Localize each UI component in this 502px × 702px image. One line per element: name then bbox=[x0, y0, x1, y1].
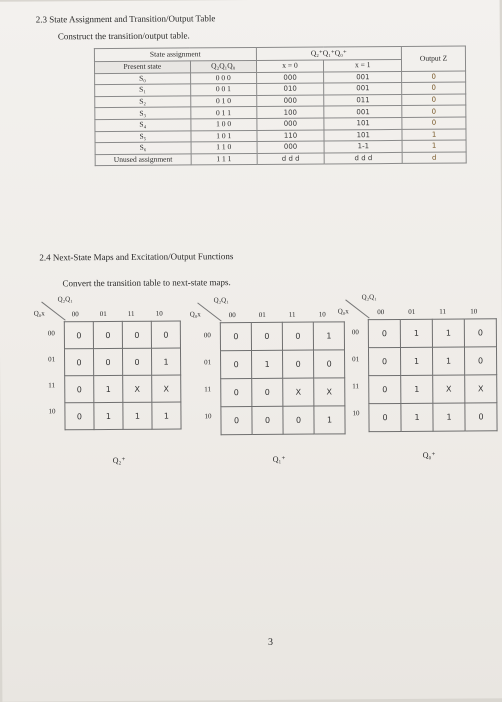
next-x0: 110 bbox=[257, 130, 325, 142]
transition-output-table bbox=[94, 45, 467, 166]
kmap-cell: 0 bbox=[65, 376, 94, 403]
next-x0: 000 bbox=[257, 141, 325, 153]
next-x1: 001 bbox=[324, 71, 402, 83]
kmap-cell: 0 bbox=[64, 322, 93, 349]
kmap-cell: 0 bbox=[122, 321, 151, 348]
state-name: Unused assignment bbox=[95, 154, 191, 166]
kmap-cell: 0 bbox=[464, 319, 496, 347]
kmap-row bbox=[64, 348, 180, 376]
next-x1: 101 bbox=[324, 129, 402, 141]
kmap-corner-divider bbox=[197, 302, 221, 321]
kmap-row bbox=[64, 321, 180, 349]
kmap-cell: 0 bbox=[65, 403, 94, 430]
kmap-col-header: 01 bbox=[99, 310, 107, 319]
kmap-cell: 1 bbox=[152, 402, 181, 429]
kmap-cell: 1 bbox=[432, 319, 464, 347]
kmap-cell: 1 bbox=[432, 347, 464, 375]
kmap-cell: 1 bbox=[151, 348, 180, 375]
kmap-cell: 0 bbox=[464, 347, 496, 375]
kmap-row-header: 01 bbox=[352, 354, 360, 363]
kmap-cell: 1 bbox=[400, 319, 432, 347]
kmap-row-var-label: Q₀x bbox=[33, 309, 45, 318]
kmap-cell: X bbox=[123, 375, 152, 402]
kmap-row-header: 10 bbox=[352, 408, 360, 417]
output-z: 0 bbox=[402, 94, 466, 106]
kmap-row-header: 10 bbox=[48, 407, 56, 416]
next-x1: d d d bbox=[325, 152, 403, 164]
kmap-cell: 1 bbox=[123, 402, 152, 429]
table-row bbox=[95, 152, 466, 166]
kmap-row bbox=[221, 378, 345, 407]
kmap-col-header: 01 bbox=[258, 310, 266, 319]
state-code: 0 0 1 bbox=[190, 84, 256, 96]
next-x1: 001 bbox=[324, 106, 402, 118]
kmap-row-header: 00 bbox=[203, 330, 211, 339]
kmap-col-header: 11 bbox=[439, 307, 447, 316]
next-x0: 000 bbox=[256, 95, 324, 107]
kmap-cell: 0 bbox=[314, 350, 345, 378]
kmap-cell: 1 bbox=[94, 375, 123, 402]
kmap-grid bbox=[368, 318, 498, 432]
kmap-q0-next bbox=[338, 288, 499, 469]
col-x0: x = 0 bbox=[256, 60, 324, 72]
kmap-corner-divider bbox=[41, 302, 65, 321]
kmap-cell: 1 bbox=[400, 347, 432, 375]
state-code: 1 0 1 bbox=[191, 130, 257, 142]
state-name: S₂ bbox=[95, 96, 191, 108]
kmap-row bbox=[369, 403, 497, 432]
kmap-row bbox=[65, 402, 181, 430]
kmap-grid bbox=[220, 321, 346, 435]
state-name: S₅ bbox=[95, 130, 191, 142]
kmap-row bbox=[221, 350, 345, 379]
kmap-cell: 1 bbox=[94, 402, 123, 429]
next-x1: 1-1 bbox=[324, 141, 402, 153]
next-x0: d d d bbox=[257, 153, 325, 165]
kmap-cell: X bbox=[465, 375, 497, 403]
kmap-cell: 0 bbox=[93, 321, 122, 348]
kmap-col-header: 10 bbox=[470, 307, 478, 316]
col-state-code: Q₂Q₁Q₀ bbox=[190, 60, 256, 72]
next-x1: 101 bbox=[324, 117, 402, 129]
kmap-cell: 0 bbox=[151, 321, 180, 348]
state-name: S₄ bbox=[95, 119, 191, 131]
state-code: 0 0 0 bbox=[190, 72, 256, 84]
kmap-cell: 1 bbox=[314, 406, 345, 434]
kmap-cell: 0 bbox=[221, 350, 252, 378]
kmap-row-header: 11 bbox=[204, 384, 212, 393]
kmap-col-header: 10 bbox=[318, 310, 326, 319]
kmap-cell: 0 bbox=[368, 319, 400, 347]
kmap-cell: 0 bbox=[220, 322, 251, 350]
output-z: 0 bbox=[402, 82, 466, 94]
next-x0: 000 bbox=[256, 72, 324, 84]
kmap-cell: 0 bbox=[369, 375, 401, 403]
kmap-cell: 0 bbox=[93, 348, 122, 375]
kmap-row-header: 00 bbox=[47, 329, 55, 338]
state-code: 1 1 0 bbox=[191, 142, 257, 154]
next-x1: 001 bbox=[324, 83, 402, 95]
kmap-col-header: 00 bbox=[71, 310, 79, 319]
kmap-cell: 1 bbox=[313, 322, 344, 350]
kmap-row bbox=[369, 375, 497, 404]
kmap-row-var-label: Q₀x bbox=[189, 310, 201, 319]
kmap-col-header: 11 bbox=[288, 310, 296, 319]
kmap-row bbox=[221, 406, 345, 435]
kmap-row-var-label: Q₀x bbox=[337, 307, 349, 316]
kmap-row bbox=[368, 319, 496, 348]
kmap-cell: 0 bbox=[282, 322, 313, 350]
kmap-cell: 0 bbox=[252, 378, 283, 406]
section-2-4-instruction: Convert the transition table to next-state maps. bbox=[62, 277, 231, 289]
kmap-cell: 0 bbox=[465, 403, 497, 431]
kmap-corner-divider bbox=[345, 299, 369, 318]
kmap-cell: 0 bbox=[368, 347, 400, 375]
output-z: d bbox=[402, 152, 466, 164]
state-code: 1 0 0 bbox=[191, 118, 257, 130]
col-present-state: Present state bbox=[94, 61, 190, 73]
kmap-row-header: 01 bbox=[48, 355, 56, 364]
kmap-row-header: 00 bbox=[351, 327, 359, 336]
state-name: S₀ bbox=[95, 73, 191, 85]
kmap-col-header: 00 bbox=[228, 311, 236, 320]
output-z: 0 bbox=[402, 71, 466, 83]
kmap-row bbox=[220, 322, 344, 351]
kmap-cell: X bbox=[433, 375, 465, 403]
kmap-cell: 0 bbox=[283, 406, 314, 434]
state-name: S₃ bbox=[95, 107, 191, 119]
kmap-cell: 1 bbox=[401, 403, 433, 431]
kmap-cell: 0 bbox=[369, 403, 401, 431]
section-2-3-title: 2.3 State Assignment and Transition/Output Table bbox=[35, 13, 216, 25]
state-code: 0 1 1 bbox=[191, 107, 257, 119]
kmap-col-header: 11 bbox=[127, 309, 135, 318]
kmap-row-header: 10 bbox=[204, 411, 212, 420]
kmap-cell: 0 bbox=[251, 322, 282, 350]
kmap-cell: 1 bbox=[433, 403, 465, 431]
kmap-cell: 0 bbox=[221, 406, 252, 434]
output-z: 0 bbox=[402, 105, 466, 117]
kmap-cell: 0 bbox=[283, 350, 314, 378]
state-name: S₁ bbox=[95, 84, 191, 96]
output-z: 1 bbox=[402, 140, 466, 152]
state-code: 1 1 1 bbox=[191, 153, 257, 165]
page-number: 3 bbox=[268, 636, 274, 648]
next-x0: 100 bbox=[256, 106, 324, 118]
kmap-col-var-label: Q₂Q₁ bbox=[57, 295, 73, 304]
kmap-row bbox=[65, 375, 181, 403]
kmap-col-header: 01 bbox=[408, 307, 416, 316]
header-state-assignment: State assignment bbox=[94, 47, 256, 61]
kmap-grid bbox=[64, 320, 182, 430]
state-name: S₆ bbox=[95, 142, 191, 154]
kmap-col-var-label: Q₂Q₁ bbox=[361, 293, 377, 302]
section-2-3-instruction: Construct the transition/output table. bbox=[57, 30, 190, 42]
kmap-cell: 0 bbox=[122, 348, 151, 375]
kmap-caption: Q₀⁺ bbox=[422, 450, 436, 460]
kmap-col-header: 10 bbox=[155, 309, 163, 318]
next-x0: 000 bbox=[256, 118, 324, 130]
kmap-q1-next bbox=[189, 294, 355, 475]
state-code: 0 1 0 bbox=[190, 95, 256, 107]
kmap-caption: Q₂⁺ bbox=[112, 455, 126, 465]
kmap-col-header: 00 bbox=[377, 308, 385, 317]
kmap-cell: X bbox=[283, 378, 314, 406]
output-z: 1 bbox=[402, 129, 466, 141]
col-x1: x = 1 bbox=[324, 59, 402, 71]
kmap-cell: 0 bbox=[64, 349, 93, 376]
kmap-cell: 0 bbox=[252, 406, 283, 434]
kmap-cell: 1 bbox=[252, 350, 283, 378]
kmap-cell: X bbox=[314, 378, 345, 406]
kmap-caption: Q₁⁺ bbox=[272, 454, 286, 464]
header-next-state: Q₂⁺Q₁⁺Q₀⁺ bbox=[256, 46, 402, 60]
kmap-cell: 1 bbox=[401, 375, 433, 403]
output-z: 0 bbox=[402, 117, 466, 129]
kmap-row-header: 11 bbox=[352, 381, 360, 390]
kmap-row bbox=[368, 347, 496, 376]
kmap-q2-next bbox=[33, 290, 197, 471]
header-output: Output Z bbox=[402, 46, 466, 71]
kmap-row-header: 01 bbox=[204, 357, 212, 366]
next-x1: 011 bbox=[324, 94, 402, 106]
kmap-row-header: 11 bbox=[48, 381, 56, 390]
kmap-col-var-label: Q₂Q₁ bbox=[213, 296, 229, 305]
kmap-cell: 0 bbox=[221, 378, 252, 406]
kmap-cell: X bbox=[152, 375, 181, 402]
next-x0: 010 bbox=[256, 83, 324, 95]
section-2-4-title: 2.4 Next-State Maps and Excitation/Output Functions bbox=[39, 251, 234, 263]
